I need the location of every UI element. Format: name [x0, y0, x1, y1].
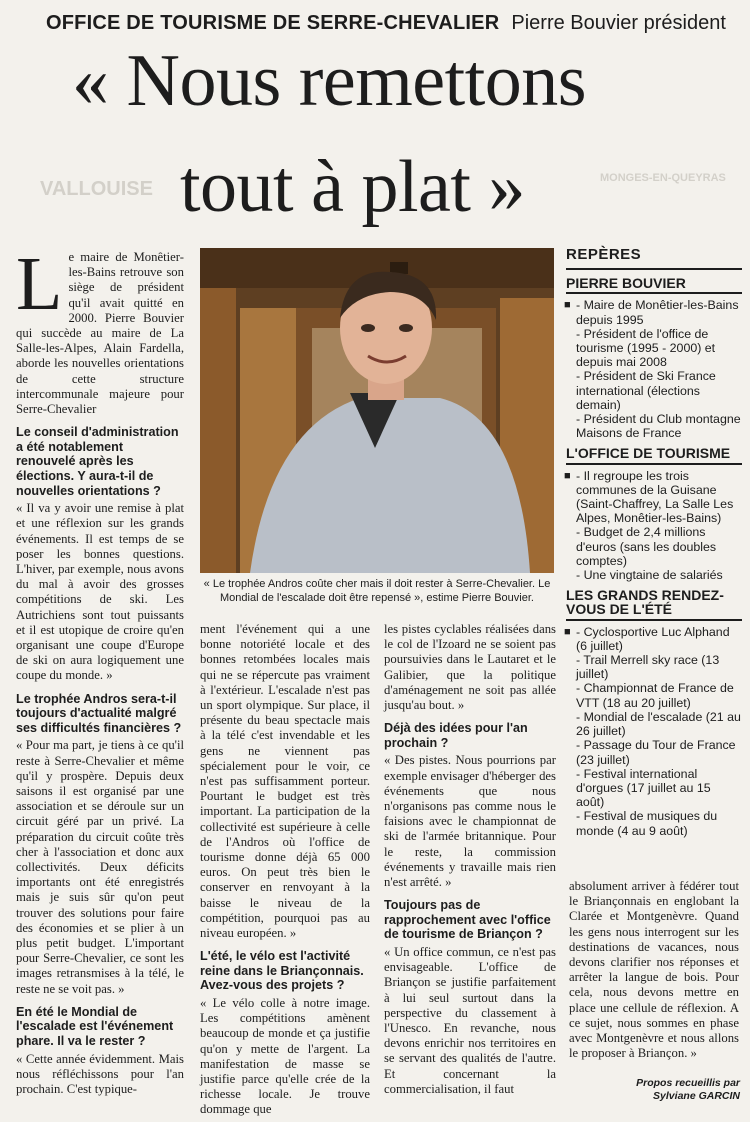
bleed-through-text: MONGES-EN-QUEYRAS [600, 172, 726, 184]
drop-cap: L [16, 242, 63, 326]
interview-answer: « Le vélo colle à notre image. Les compétitions amènent beaucoup de monde et ça justifie qu'on y mette de l'argent. La manifestation de masse se justifie parce qu'elle crée de la richesse locale. Je trouve dommage que [200, 996, 370, 1117]
sidebar-item: - Festival de musiques du monde (4 au 9 août) [576, 809, 718, 838]
sidebar-item: - Passage du Tour de France (23 juillet) [576, 738, 736, 767]
sidebar-item: ■ - Maire de Monêtier-les-Bains depuis 1995 [566, 298, 742, 326]
sidebar-item: - Festival international d'orgues (17 juillet au 15 août) [576, 766, 711, 810]
sidebar-item: - Championnat de France de VTT (18 au 20 juillet) [576, 681, 734, 710]
sidebar-item: - Une vingtaine de salariés [576, 568, 723, 583]
interview-question: Déjà des idées pour l'an prochain ? [384, 721, 528, 750]
interview-answer: « Il va y avoir une remise à plat et une réflexion sur les grands événements. Il est temps de se poser les bonnes questions. L'hiver, par exemple, nous avons du mal à avoir des grosses compétitions de ski. Les Autrichiens sont tout puissants et il est utopique de croire qu'en organisant une coupe d'Europe de ski on aura logiquement une coupe du monde. » [16, 501, 184, 683]
byline [600, 1077, 740, 1102]
interview-answer-continued: les pistes cyclables réalisées dans le col de l'Izoard ne se soient pas poursuivies dans le Lautaret et le Galibier, que la politique d'aménagement ne soit pas allée jusqu'au bout. » [384, 622, 556, 713]
sidebar-item: - Président du Club montagne Maisons de France [576, 412, 741, 441]
interview-answer-continued: ment l'événement qui a une bonne notoriété locale et des bonnes retombées locales mais qui ne se répercute pas vraiment à l'extérieur. L'escalade n'est pas un sport olympique. Sur place, il présente du beau spectacle mais à la télé c'est invendable et les gens ne viennent pas spécialement pour le voir, ce n'est pas suffisamment porteur. Pourtant le budget est très important. La participation de la collectivité est supérieure à celle de l'Andros où l'office de tourisme donne déjà 65 000 euros. On peut très bien le conserver en renvoyant à la baisse le niveau de la compétition, pourquoi pas au niveau européen. » [200, 622, 370, 941]
sidebar-title: REPÈRES [566, 246, 642, 263]
article-column-3 [384, 622, 556, 1101]
article-column-4 [569, 879, 739, 1065]
interview-question: Le conseil d'administration a été notablement renouvelé après les élections. Y aura-t-il de nouvelles orientations ? [16, 425, 179, 498]
lead-paragraph [16, 242, 184, 417]
portrait-illustration [200, 248, 554, 573]
sidebar-heading: LES GRANDS RENDEZ-VOUS DE L'ÉTÉ [566, 587, 724, 618]
interview-question: Le trophée Andros sera-t-il toujours d'actualité malgré ses difficultés financières ? [16, 691, 182, 735]
lead-text: e maire de Monêtier-les-Bains retrouve son siège de président qu'il avait quitté en 2000. Pierre Bouvier qui succède au maire de La Salle-les-Alpes, Alain Fardella, aborde les nouvelles orientations de cette structure intercommunale majeure pour Serre-Chevalier [16, 250, 184, 417]
interview-answer-continued: absolument arriver à fédérer tout le Briançonnais en englobant la Clarée et Montgenèvre. Quand les gens nous interrogent sur les destinations de vacances, nous devons clarifier nos réponses et arrêter la langue de bois. Pour cela, nous devons mettre en place une cellule de réflexion. A ce sujet, nous sommes en phase avec Montgenèvre et nous allons le proposer à Briançon. » [569, 879, 739, 1061]
interview-answer: « Pour ma part, je tiens à ce qu'il reste à Serre-Chevalier et même qu'il y prospère. Depuis deux saisons il est organisé par une association et se déroule sur un circuit géré par un privé. La préparation du circuit coûte très cher à l'association et donc aux collectivités. Deux déficits importants ont été enregistrés mais je suis sûr qu'on peut trouver des solutions pour faire des économies et se plier à un plus petit budget. L'important pour Serre-Chevalier, ce sont les images retransmises à la télé, le reste ne se voit pas. » [16, 738, 184, 996]
sidebar-rule [566, 292, 742, 294]
interview-answer: « Des pistes. Nous pourrions par exemple envisager d'héberger des événements que nous n'organisons pas comme nous le faisions avec le championnat de ski de l'armée britannique. Pour le reste, la commission événements y travaille mais rien n'est arrêté. » [384, 753, 556, 890]
kicker [46, 12, 726, 35]
sidebar-item: ■ - Cyclosportive Luc Alphand (6 juillet) [566, 625, 742, 653]
portrait-photo [200, 248, 554, 573]
interview-answer: « Un office commun, ce n'est pas envisageable. L'office de Briançon se justifie parfaitement à lui seul surtout dans la perspective du classement à l'Unesco. En revanche, nous devons enrichir nos territoires en se servant des qualités de l'autre. Et concernant la commercialisation, il faut [384, 945, 556, 1096]
sidebar-item: - Président de Ski France international (élections demain) [576, 369, 716, 412]
sidebar-item: - Trail Merrell sky race (13 juillet) [576, 653, 720, 682]
interview-answer: « Cette année évidemment. Mais nous réfléchissons pour l'an prochain. C'est typique- [16, 1051, 184, 1097]
sidebar-item: - Président de l'office de tourisme (1995 - 2000) et depuis mai 2008 [576, 326, 716, 370]
headline-line-1: « Nous remettons [72, 40, 587, 122]
kicker-organization: OFFICE DE TOURISME DE SERRE-CHEVALIER [46, 12, 500, 34]
interview-question: L'été, le vélo est l'activité reine dans le Briançonnais. Avez-vous des projets ? [200, 949, 364, 993]
sidebar-item: - Mondial de l'escalade (21 au 26 juillet) [576, 709, 741, 739]
headline-line-2: tout à plat » [180, 146, 525, 228]
article-column-2 [200, 622, 370, 1122]
kicker-person: Pierre Bouvier président [511, 12, 726, 34]
sidebar-heading: L'OFFICE DE TOURISME [566, 445, 731, 462]
interview-question: En été le Mondial de l'escalade est l'événement phare. Il va le rester ? [16, 1004, 174, 1049]
bleed-through-text: VALLOUISE [40, 178, 153, 200]
byline-label: Propos recueillis par [636, 1077, 740, 1089]
sidebar-rule [566, 463, 742, 465]
sidebar-rule [566, 619, 742, 621]
interview-question: Toujours pas de rapprochement avec l'office de tourisme de Briançon ? [384, 898, 551, 942]
reperes-sidebar [566, 248, 742, 838]
byline-author: Sylviane GARCIN [653, 1089, 740, 1102]
sidebar-heading: PIERRE BOUVIER [566, 275, 686, 292]
sidebar-rule [566, 268, 742, 270]
sidebar-item: - Budget de 2,4 millions d'euros (sans les doubles comptes) [576, 525, 717, 568]
article-column-1 [16, 242, 184, 1101]
sidebar-item: ■ - Il regroupe les trois communes de la Guisane (Saint-Chaffrey, La Salle Les Alpes, Monêtier-les-Bains) [566, 469, 742, 526]
photo-caption: « Le trophée Andros coûte cher mais il doit rester à Serre-Chevalier. Le Mondial de l'escalade doit être repensé », estime Pierre Bouvier. [203, 578, 551, 604]
